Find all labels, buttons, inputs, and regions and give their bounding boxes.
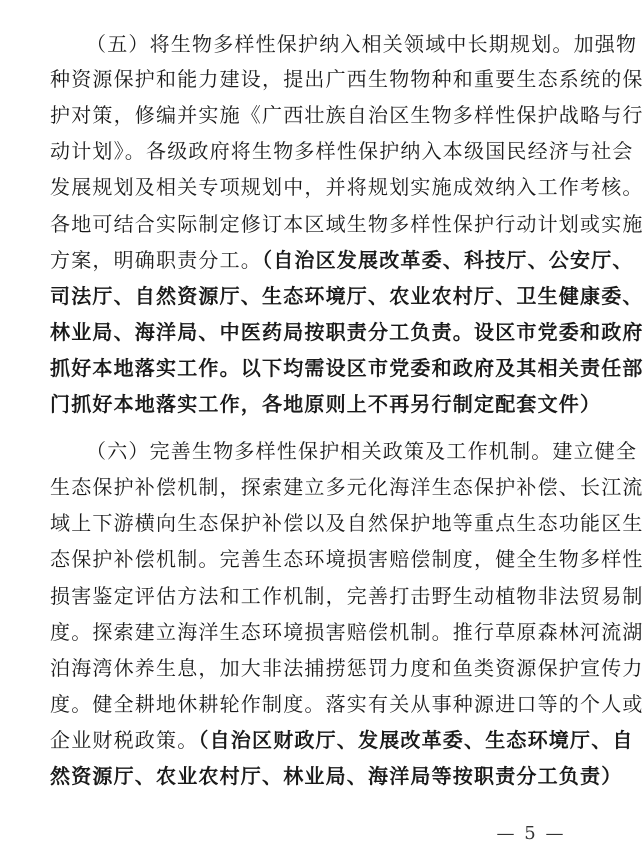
text-line [50, 650, 644, 686]
responsible-departments-text: 司法厅、自然资源厅、生态环境厅、农业农村厅、卫生健康委、 [50, 284, 644, 308]
text-line [50, 97, 644, 133]
text-line [50, 758, 623, 794]
responsible-departments-text: （自治区财政厅、发展改革委、生态环境厅、自 [198, 728, 634, 752]
body-text: （六）完善生物多样性保护相关政策及工作机制。建立健全 [86, 439, 638, 463]
body-text: （五）将生物多样性保护纳入相关领域中长期规划。加强物 [86, 32, 638, 56]
text-line [50, 314, 644, 350]
text-line [50, 242, 634, 278]
text-line [86, 26, 638, 62]
responsible-departments-text: 然资源厅、农业农村厅、林业局、海洋局等按职责分工负责） [50, 764, 623, 788]
body-text: 动计划》。各级政府将生物多样性保护纳入本级国民经济与社会 [50, 139, 634, 163]
text-line [50, 722, 634, 758]
body-text: 度。探索建立海洋生态环境损害赔偿机制。推行草原森林河流湖 [50, 620, 644, 644]
text-line [50, 61, 644, 97]
page-number: — 5 — [496, 823, 566, 844]
responsible-departments-text: 抓好本地落实工作。以下均需设区市党委和政府及其相关责任部 [50, 356, 644, 380]
responsible-departments-text: 门抓好本地落实工作，各地原则上不再另行制定配套文件） [50, 392, 602, 416]
body-text: 态保护补偿机制。完善生态环境损害赔偿制度，健全生物多样性 [50, 547, 644, 571]
text-line [50, 614, 644, 650]
text-line [50, 686, 644, 722]
responsible-departments-text: 林业局、海洋局、中医药局按职责分工负责。设区市党委和政府 [50, 320, 644, 344]
text-line [50, 206, 644, 242]
body-text: 度。健全耕地休耕轮作制度。落实有关从事种源进口等的个人或 [50, 692, 644, 716]
body-text: 种资源保护和能力建设，提出广西生物物种和重要生态系统的保 [50, 67, 644, 91]
text-line [50, 350, 644, 386]
body-text: 方案，明确职责分工。 [50, 248, 262, 272]
body-text: 各地可结合实际制定修订本区域生物多样性保护行动计划或实施 [50, 212, 644, 236]
body-text: 护对策，修编并实施《广西壮族自治区生物多样性保护战略与行 [50, 103, 644, 127]
text-line [50, 133, 634, 169]
text-line [50, 169, 644, 205]
text-line [50, 278, 644, 314]
body-text: 域上下游横向生态保护补偿以及自然保护地等重点生态功能区生 [50, 511, 644, 535]
text-line [50, 469, 644, 505]
text-line [86, 433, 638, 469]
responsible-departments-text: （自治区发展改革委、科技厅、公安厅、 [262, 248, 634, 272]
text-line [50, 541, 644, 577]
body-text: 生态保护补偿机制，探索建立多元化海洋生态保护补偿、长江流 [50, 475, 644, 499]
body-text: 损害鉴定评估方法和工作机制，完善打击野生动植物非法贸易制 [50, 584, 644, 608]
text-line [50, 578, 644, 614]
body-text: 企业财税政策。 [50, 728, 199, 752]
body-text: 发展规划及相关专项规划中，并将规划实施成效纳入工作考核。 [50, 175, 644, 199]
text-line [50, 505, 644, 541]
text-line [50, 386, 602, 422]
body-text: 泊海湾休养生息，加大非法捕捞惩罚力度和鱼类资源保护宣传力 [50, 656, 644, 680]
